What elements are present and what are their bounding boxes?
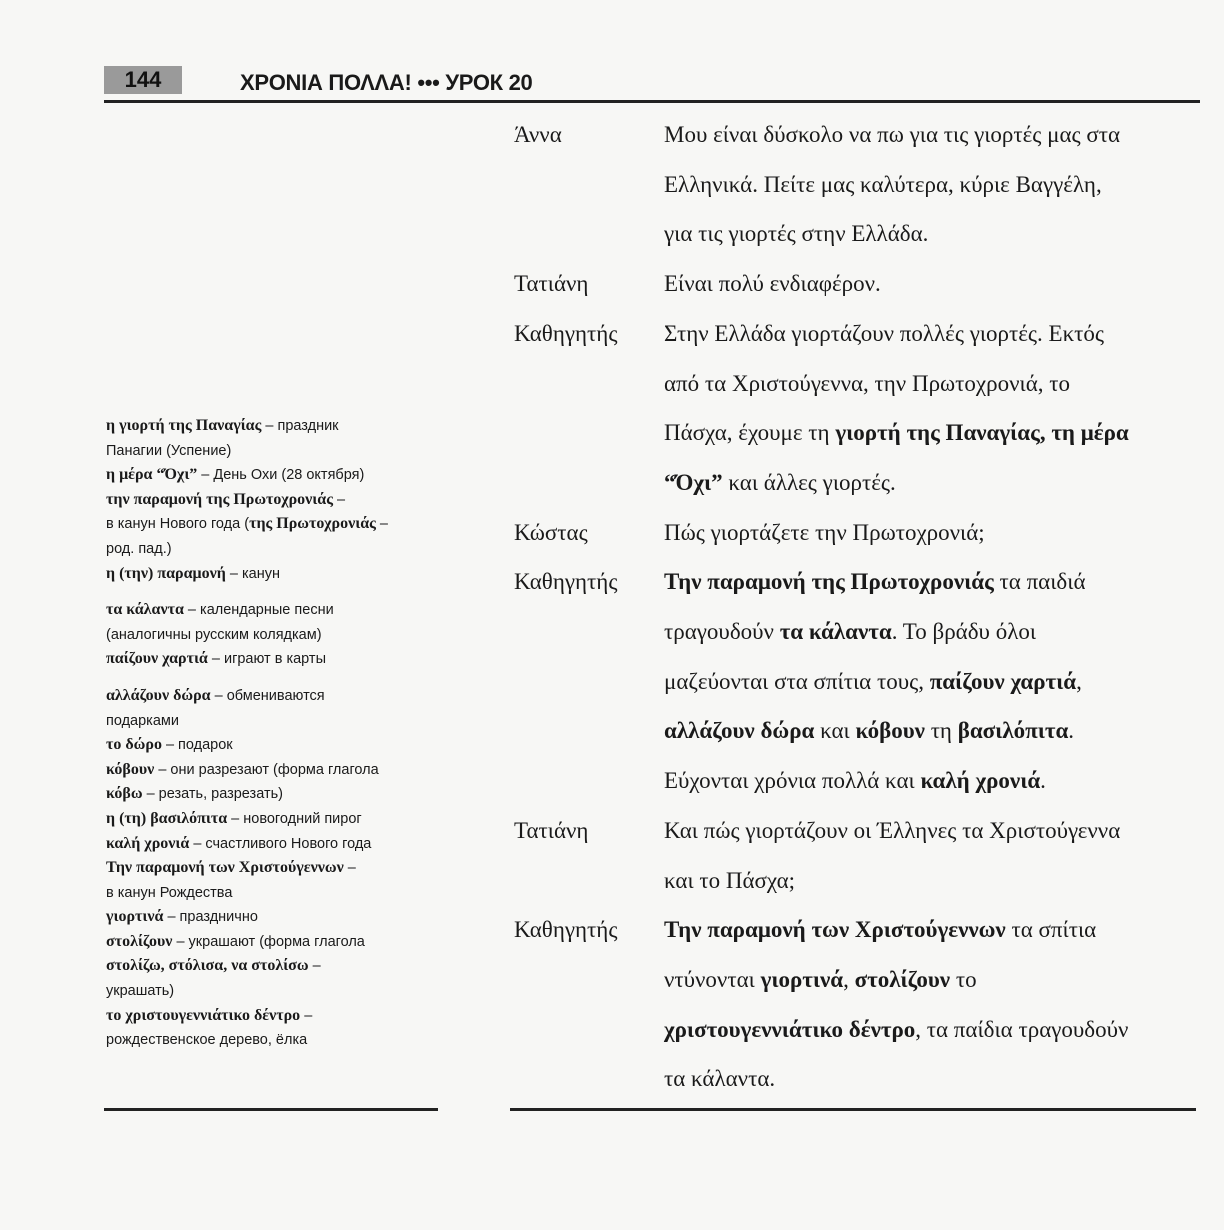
utterance-line — [664, 309, 1204, 359]
vocabulary-glossary — [106, 414, 446, 1053]
text-segment: . — [1040, 768, 1046, 794]
glossary-translation: Панагии (Успение) — [106, 442, 232, 459]
vocabulary-highlight: “Όχι” — [664, 469, 723, 495]
vocabulary-highlight: αλλάζουν δώρα — [664, 718, 815, 744]
vocabulary-highlight: χριστουγεννιάτικο δέντρο — [664, 1016, 916, 1042]
text-segment: ντύνονται — [664, 966, 761, 992]
dialogue-turn — [514, 905, 1204, 1104]
text-segment: και — [814, 718, 856, 744]
glossary-greek-term: Την παραμονή των Χριστούγεννων — [106, 859, 344, 877]
glossary-entry — [106, 623, 446, 648]
glossary-greek-term: η (τη) βασιλόπιτα — [106, 809, 228, 827]
glossary-greek-term: κόβουν — [106, 760, 155, 778]
speaker-name: Άννα — [514, 122, 562, 147]
glossary-greek-term: παίζουν χαρτιά — [106, 650, 208, 668]
glossary-translation: – они разрезают (форма глагола — [154, 761, 379, 778]
glossary-greek-term: την παραμονή της Πρωτοχρονιάς — [106, 490, 333, 508]
speaker-name: Καθηγητής — [514, 320, 618, 346]
glossary-entry — [106, 488, 446, 513]
utterance-line — [664, 756, 1204, 806]
utterance-line — [664, 110, 1204, 160]
glossary-translation: – резать, разрезать) — [142, 786, 283, 803]
dialogue-text — [514, 110, 1204, 1104]
glossary-translation: рождественское дерево, ёлка — [106, 1032, 308, 1049]
glossary-translation: – — [308, 958, 321, 975]
glossary-translation: – День Охи (28 октября) — [197, 467, 365, 484]
glossary-greek-term: στολίζω, στόλισα, να στολίσω — [106, 957, 309, 975]
text-segment: Και πώς γιορτάζουν οι Έλληνες τα Χριστούγεννα — [664, 817, 1121, 843]
text-segment: Ελληνικά. Πείτε μας καλύτερα, κύριε Βαγγέλη, — [664, 171, 1102, 197]
glossary-entry — [106, 856, 446, 881]
dialogue-turn — [514, 508, 1204, 558]
utterance-line — [664, 557, 1204, 607]
utterance — [664, 110, 1204, 259]
utterance — [664, 806, 1204, 905]
header-rule — [104, 100, 1200, 103]
utterance — [664, 508, 1204, 558]
glossary-entry — [106, 414, 446, 439]
text-segment: από τα Χριστούγεννα, την Πρωτοχρονιά, το — [664, 370, 1070, 396]
dialogue-turn — [514, 259, 1204, 309]
text-segment: , — [843, 966, 855, 992]
utterance-line — [664, 706, 1204, 756]
glossary-greek-term: τα κάλαντα — [106, 601, 184, 619]
glossary-greek-term: αλλάζουν δώρα — [106, 686, 211, 704]
glossary-greek-term: γιορτινά — [106, 908, 164, 926]
glossary-translation: – — [375, 516, 388, 533]
glossary-translation: – календарные песни — [183, 602, 334, 619]
utterance-line — [664, 1005, 1204, 1055]
glossary-translation: (аналогичны русским колядкам) — [106, 626, 322, 643]
utterance-line — [664, 806, 1204, 856]
glossary-translation: – обмениваются — [210, 687, 325, 704]
glossary-translation: – — [343, 860, 356, 877]
text-segment: . — [1068, 718, 1075, 744]
text-segment: το — [950, 966, 977, 992]
glossary-entry — [106, 782, 446, 807]
glossary-translation: – украшают (форма глагола — [172, 933, 365, 950]
vocabulary-highlight: κόβουν — [855, 718, 925, 744]
text-segment: Εύχονται χρόνια πολλά και — [664, 768, 921, 794]
utterance — [664, 905, 1204, 1104]
page-number: 144 — [104, 66, 182, 94]
speaker-name: Καθηγητής — [514, 569, 618, 595]
speaker-name: Τατιάνη — [514, 817, 589, 843]
dialogue-turn — [514, 806, 1204, 905]
glossary-translation: – счастливого Нового года — [189, 835, 372, 852]
glossary-greek-term: κόβω — [106, 785, 143, 803]
glossary-entry — [106, 807, 446, 832]
bottom-rule-left — [104, 1108, 438, 1111]
vocabulary-highlight: στολίζουν — [854, 966, 951, 992]
glossary-greek-term: το χριστουγεννιάτικο δέντρο — [106, 1006, 301, 1024]
dialogue-turn — [514, 557, 1204, 806]
text-segment: τα σπίτια — [1005, 917, 1097, 943]
bottom-rule-right — [510, 1108, 1196, 1111]
utterance-line — [664, 359, 1204, 409]
vocabulary-highlight: παίζουν χαρτιά — [929, 668, 1077, 694]
text-segment: Μου είναι δύσκολο να πω για τις γιορτές μας στα — [664, 122, 1121, 147]
glossary-greek-term: στολίζουν — [106, 932, 173, 950]
text-segment: και το Πάσχα; — [664, 867, 796, 893]
text-segment: Είναι πολύ ενδιαφέρον. — [664, 271, 881, 297]
glossary-translation: – канун — [225, 565, 280, 582]
glossary-translation: украшать) — [106, 983, 175, 1000]
glossary-greek-term: η (την) παραμονή — [106, 564, 226, 582]
text-segment: τη — [924, 718, 958, 744]
vocabulary-highlight: καλή χρονιά — [920, 768, 1041, 794]
glossary-entry — [106, 979, 446, 1004]
glossary-entry — [106, 1028, 446, 1053]
glossary-translation: подарками — [106, 712, 179, 729]
page-header — [104, 62, 1200, 104]
vocabulary-highlight: Την παραμονή των Χριστούγεννων — [664, 917, 1006, 943]
glossary-translation: – праздник — [261, 418, 339, 434]
glossary-translation: – — [300, 1007, 313, 1024]
utterance-line — [664, 607, 1204, 657]
text-segment: Στην Ελλάδα γιορτάζουν πολλές γιορτές. Εκτός — [664, 320, 1105, 346]
text-segment: , τα παίδια τραγουδούν — [915, 1016, 1129, 1042]
utterance-line — [664, 856, 1204, 906]
glossary-entry — [106, 512, 446, 537]
glossary-greek-term: η γιορτή της Παναγίας — [106, 417, 262, 434]
glossary-entry — [106, 832, 446, 857]
glossary-entry — [106, 881, 446, 906]
vocabulary-highlight: γιορτή της Παναγίας, τη μέρα — [835, 420, 1129, 446]
dialogue-turn — [514, 110, 1204, 259]
utterance-line — [664, 955, 1204, 1005]
utterance-line — [664, 905, 1204, 955]
glossary-entry — [106, 463, 446, 488]
vocabulary-highlight: τα κάλαντα — [779, 619, 892, 645]
glossary-translation: – — [332, 491, 346, 508]
glossary-entry — [106, 684, 446, 709]
speaker-name: Κώστας — [514, 519, 588, 545]
text-segment: τα παιδιά — [993, 569, 1086, 595]
glossary-greek-term: της Πρωτοχρονιάς — [249, 515, 376, 533]
glossary-entry — [106, 905, 446, 930]
text-segment: . Το βράδυ όλοι — [891, 619, 1037, 645]
glossary-greek-term: το δώρο — [106, 736, 162, 754]
glossary-greek-term: η μέρα “Όχι” — [106, 466, 198, 484]
text-segment: Πάσχα, έχουμε τη — [664, 420, 836, 446]
glossary-entry — [106, 758, 446, 783]
glossary-translation: – новогодний пирог — [227, 810, 362, 827]
glossary-greek-term: καλή χρονιά — [106, 834, 190, 852]
glossary-translation: в канун Рождества — [106, 884, 233, 901]
running-title: ΧΡΟΝΙΑ ΠΟΛΛΑ! ••• УРОК 20 — [240, 70, 533, 95]
utterance — [664, 557, 1204, 806]
glossary-entry — [106, 954, 446, 979]
text-segment: , — [1076, 668, 1082, 694]
speaker-name: Τατιάνη — [514, 271, 589, 297]
glossary-entry — [106, 598, 446, 623]
text-segment: και άλλες γιορτές. — [722, 469, 896, 495]
utterance — [664, 259, 1204, 309]
vocabulary-highlight: Την παραμονή της Πρωτοχρονιάς — [664, 569, 994, 595]
glossary-entry — [106, 537, 446, 562]
text-segment: τα κάλαντα. — [664, 1066, 776, 1092]
utterance-line — [664, 657, 1204, 707]
utterance — [664, 309, 1204, 508]
vocabulary-highlight: βασιλόπιτα — [957, 718, 1069, 744]
glossary-translation: – подарок — [161, 737, 233, 754]
glossary-entry — [106, 930, 446, 955]
text-segment: μαζεύονται στα σπίτια τους, — [664, 668, 930, 694]
utterance-line — [664, 508, 1204, 558]
text-segment: για τις γιορτές στην Ελλάδα. — [664, 221, 929, 247]
text-segment: Πώς γιορτάζετε την Πρωτοχρονιά; — [664, 519, 985, 545]
glossary-entry — [106, 562, 446, 587]
speaker-name: Καθηγητής — [514, 917, 618, 943]
glossary-entry — [106, 439, 446, 464]
glossary-translation: род. пад.) — [106, 540, 172, 557]
glossary-entry — [106, 709, 446, 734]
glossary-entry — [106, 647, 446, 672]
glossary-translation: в канун Нового года ( — [106, 516, 250, 533]
utterance-line — [664, 160, 1204, 210]
glossary-entry — [106, 1004, 446, 1029]
utterance-line — [664, 209, 1204, 259]
dialogue-turn — [514, 309, 1204, 508]
utterance-line — [664, 259, 1204, 309]
text-segment: τραγουδούν — [664, 619, 780, 645]
utterance-line — [664, 458, 1204, 508]
utterance-line — [664, 1054, 1204, 1104]
utterance-line — [664, 408, 1204, 458]
glossary-entry — [106, 733, 446, 758]
glossary-translation: – играют в карты — [207, 651, 326, 668]
glossary-translation: – празднично — [163, 909, 258, 926]
vocabulary-highlight: γιορτινά — [760, 966, 844, 992]
